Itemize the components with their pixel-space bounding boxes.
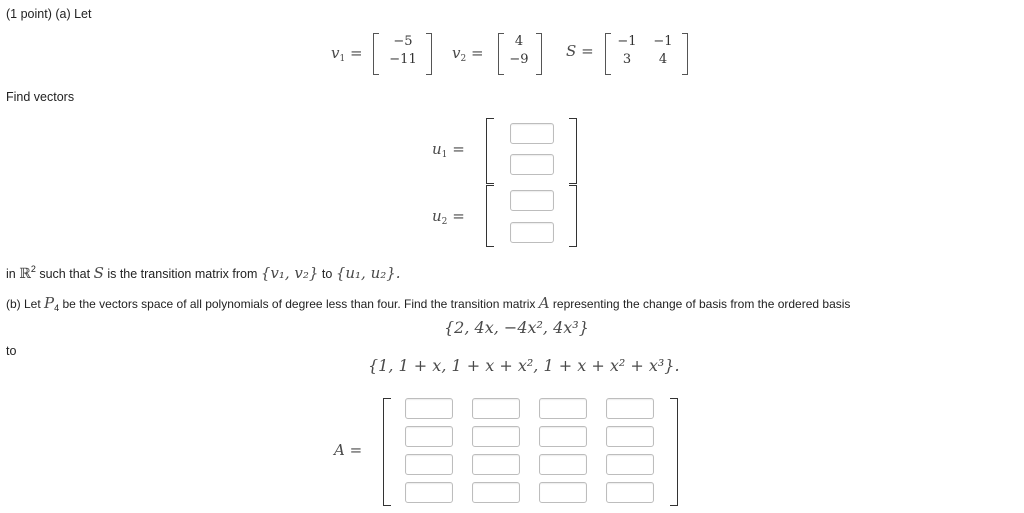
v1-entry: −5 <box>393 34 413 49</box>
A-r4c2-input[interactable] <box>472 482 520 503</box>
A-r1c2-input[interactable] <box>472 398 520 419</box>
u1-bracket-right <box>569 118 577 184</box>
find-vectors-label: Find vectors <box>6 90 75 104</box>
A-r2c3-input[interactable] <box>539 426 587 447</box>
S-entry: 3 <box>622 52 632 67</box>
part-b-sentence: (b) Let $P_4$ be the vectors space of all polynomials of degree less than four. Find the transition matrix A representing the change of basis from the ordered basis <box>6 294 851 313</box>
u1-bracket-left <box>486 118 494 184</box>
to-label: to <box>6 344 17 358</box>
v2-entry: 4 <box>514 34 524 49</box>
A-r3c1-input[interactable] <box>405 454 453 475</box>
S-bracket-left <box>605 33 611 75</box>
u2-entry-1-input[interactable] <box>510 190 554 211</box>
u2-bracket-left <box>486 185 494 247</box>
S-entry: −1 <box>653 34 673 49</box>
u2-entry-2-input[interactable] <box>510 222 554 243</box>
S-entry: 4 <box>658 52 668 67</box>
A-bracket-left <box>383 398 391 506</box>
A-label: A = <box>334 441 363 459</box>
u2-label: $u_2$ = <box>432 207 465 227</box>
A-r4c4-input[interactable] <box>606 482 654 503</box>
A-r3c2-input[interactable] <box>472 454 520 475</box>
A-r3c3-input[interactable] <box>539 454 587 475</box>
v1-bracket-left <box>373 33 379 75</box>
points-label: (1 point) (a) Let <box>6 7 92 21</box>
A-r2c4-input[interactable] <box>606 426 654 447</box>
A-r1c3-input[interactable] <box>539 398 587 419</box>
A-r1c4-input[interactable] <box>606 398 654 419</box>
A-r4c3-input[interactable] <box>539 482 587 503</box>
basis-1: {2, 4x, −4x², 4x³} <box>444 318 589 337</box>
part-a-sentence: in ℝ$^2$ such that S is the transition matrix from {v₁, v₂} to {u₁, u₂}. <box>6 264 401 282</box>
v2-bracket-right <box>536 33 542 75</box>
v2-label: $v_2$ = <box>452 44 484 64</box>
basis-2: {1, 1 + x, 1 + x + x², 1 + x + x² + x³}. <box>368 356 680 375</box>
u1-label: $u_1$ = <box>432 140 465 160</box>
u2-bracket-right <box>569 185 577 247</box>
part-a-label: (a) Let <box>55 7 92 21</box>
S-entry: −1 <box>617 34 637 49</box>
A-r1c1-input[interactable] <box>405 398 453 419</box>
u1-entry-2-input[interactable] <box>510 154 554 175</box>
S-bracket-right <box>682 33 688 75</box>
A-bracket-right <box>670 398 678 506</box>
v1-label: $v_1$ = <box>331 44 363 64</box>
A-r4c1-input[interactable] <box>405 482 453 503</box>
v1-bracket-right <box>426 33 432 75</box>
S-label: S = <box>566 42 594 60</box>
A-r2c2-input[interactable] <box>472 426 520 447</box>
A-r3c4-input[interactable] <box>606 454 654 475</box>
v2-entry: −9 <box>509 52 529 67</box>
u1-entry-1-input[interactable] <box>510 123 554 144</box>
v1-entry: −11 <box>389 52 417 67</box>
A-r2c1-input[interactable] <box>405 426 453 447</box>
